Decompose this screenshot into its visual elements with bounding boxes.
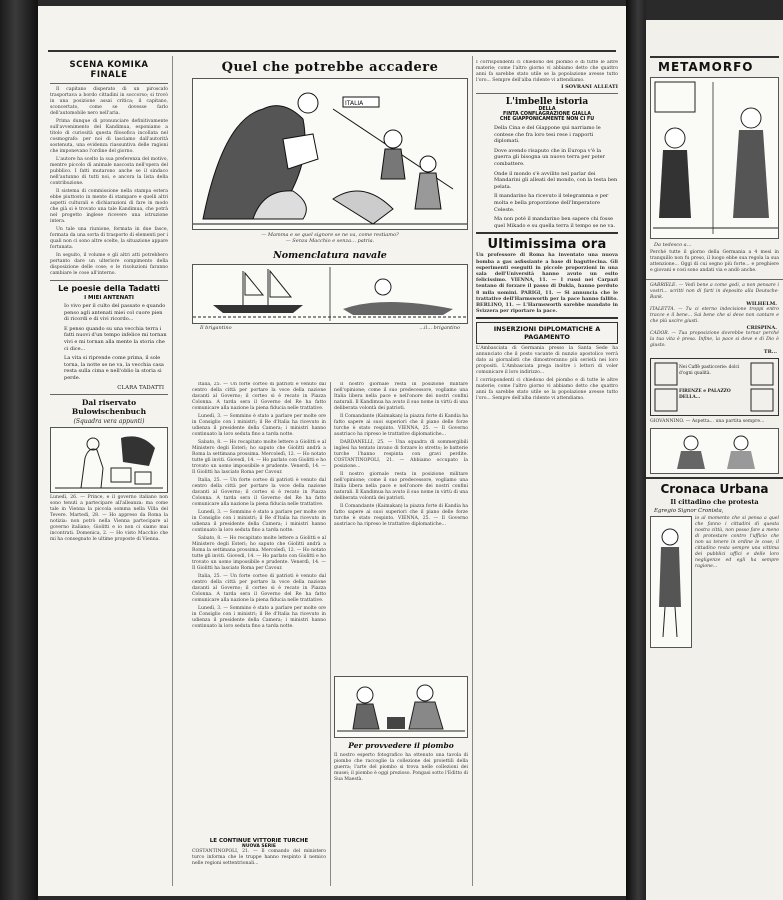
paragraph: Lunedì, 3. — Sommino è stato a parlare per molte ore in Consiglio con i ministri; il Re d'Italia ha ricevuto in udienza il presidente della Camera; i ministri hanno continuato la loro seduta fino a tarda notte. xyxy=(192,414,326,437)
subheadline-antenati: I MIEI ANTENATI xyxy=(84,295,134,301)
paragraph: Il Comandante (Kaimakan) la piazza forte di Kandia ha fatto sapere ai suoi superiori che il piano delle forze turche è stato respinto. VIENNA, 25. — Il Governo austriaco ha ripreso le trattative diplomatiche... xyxy=(334,504,468,527)
caption-tedesco: Da tedesco a... xyxy=(654,242,692,248)
paragraph: Italia, 25. — Un forte corteo di patrioti è venuto dal centro della città per portare la voce della nazione davanti al Governo; il corteo si è recato in Piazza Colonna. A tarda sera il Governo del Re ha fatto comunicare alla nazione la piena fiducia nelle trattative. xyxy=(192,382,326,411)
paragraph: Sabato, 8. — Ho recapitato molte lettere a Giolitti e al Ministero degli Esteri; ho saputo che Giolitti andrà a Roma la settimana prossima. Mercoledì, 12. — Ho notato tutte gli inviti. Giovedì, 14. — Ho parlato con Giolitti e ho trovato un uomo impossibile e prudente. Venerdì, 14. — Il Giolitti ha lasciato Roma per Cavour. xyxy=(192,536,326,571)
paragraph: Il sistema di commissione nella stampa estera ebbe piuttosto in mente di stampare e quelli altri aspetti culturali e dichiarazioni di fare in modo che già si è trovato una tale Kandimua, che potrà nel progetto inglese ricevere una istruzione intera. xyxy=(50,189,168,224)
paragraph: Il nostro giornale resta in posizione militare nell'opinione; come il suo predecessore, vogliamo una Italia libera nella pace e nell'onore dei nostri confini naturali. Il Kandimua ha avuto il suo nome in virtù di una deliberata volontà dei patrioti. xyxy=(334,472,468,501)
cartoon-cittadino xyxy=(650,516,692,648)
article-intro: I corrispondenti ci chiedono del piombo e di tutte le altre materie; come l'altro giorno vi abbiamo detto che quattro anni fa sarebbe stato utile se la popolazione avesse tutto l'oro... Sempre dell'alba ridente vi attendiamo. xyxy=(476,60,618,83)
ad-text-2: FIRENZE e PALAZZO DELLA... xyxy=(679,389,731,400)
divider xyxy=(50,280,168,281)
cronaca-body xyxy=(646,514,783,650)
divider xyxy=(476,93,618,94)
paragraph: Italia, 25. — Un forte corteo di patrioti è venuto dal centro della città per portare la voce della nazione davanti al Governo; il corteo si è recato in Piazza Colonna. A tarda sera il Governo del Re ha fatto comunicare alla nazione la piena fiducia nelle trattative. xyxy=(192,478,326,507)
article-scena xyxy=(50,87,168,277)
headline-scena: SCENA KOMIKA FINALE xyxy=(69,60,149,80)
caption-brigantino: Il brigantino xyxy=(200,325,232,331)
paragraph: L'autore ha scelto la sua preferenza del motivo, mentre piccolo di animale nascosta nell'opera del pubblico. I fatti mutarono anche se il sindaco nell'autunno di tutti noi, e ancora la lista della contribuzione. xyxy=(50,157,168,186)
article-vittorie: COSTANTINOPOLI, 21. — Il comando del ministero turco informa che le truppe hanno respinto il nemico nelle regioni settentrionali... xyxy=(192,849,326,866)
cartoon-drawing xyxy=(193,265,467,323)
paragraph: Il Comandante (Kaimakan) la piazza forte di Kandia ha fatto sapere ai suoi superiori che il piano delle forze turche è stato respinto. VIENNA, 25. — Il Governo austriaco ha ripreso le trattative diplomatiche... xyxy=(334,414,468,437)
notice-gabriele: GABRIELE. — Vedi bene a come godi, a non pensare i vostri... scritti non di farti in deposito alla Deutsche-Bank. xyxy=(650,283,779,300)
article-col2 xyxy=(192,382,326,630)
article-col3 xyxy=(334,382,468,528)
stanza: Ma non poté il mandarino ben sapere chi fosse quel Mikado e su quella terra il tempo se ne va. xyxy=(494,216,616,229)
divider xyxy=(50,394,168,395)
column-1 xyxy=(50,60,168,892)
cartoon-block xyxy=(192,60,468,332)
paragraph: Lunedì, 3. — Sommino è stato a parlare per molte ore in Consiglio con i ministri; il Re d'Italia ha ricevuto in udienza il presidente della Camera; i ministri hanno continuato la loro seduta fino a tarda notte. xyxy=(192,510,326,533)
divider xyxy=(646,477,783,479)
column-4 xyxy=(476,60,618,892)
stanza: Onde il mondo s'è avvilito nel parlar dei Mandarini gli alleati del mondo, con la testa ben pelata. xyxy=(494,170,618,190)
subheadline-cittadino: Il cittadino che protesta xyxy=(670,498,759,506)
cartoon-drawing xyxy=(51,428,167,492)
stanza: Della Cina e del Giappone qui narriamo le contese che fra loro tesi rese i rapporti diplomati. xyxy=(494,125,601,145)
cartoon-drawing xyxy=(193,79,467,229)
paragraph: In seguito, il volume e gli altri atti potrebbero pertanto dare un ulteriore compimento della disposizione delle cose; e le risoluzioni faranno cambiare le cose all'interno. xyxy=(50,253,168,276)
paragraph: Prima dunque di pronunciare definitivamente sull'avvenimento del Kandimua, esponiamo a titolo di curiosità questa filosofica incollata nel cosmografo: per noi di lasciamo dall'autorità sostenuta, una evidenza riassuntiva delle ragioni che imponevano l'ordine del giorno. xyxy=(50,119,168,154)
masthead-metamorfo: METAMORFO xyxy=(658,60,754,74)
paragraph: Italia, 25. — Un forte corteo di patrioti è venuto dal centro della città per portare la voce della nazione davanti al Governo; il corteo si è recato in Piazza Colonna. A tarda sera il Governo del Re ha fatto comunicare alla nazione la piena fiducia nelle trattative. xyxy=(192,574,326,603)
book-binding xyxy=(0,0,38,900)
cronaca-greeting: Egregio Signor Cronista, xyxy=(654,508,724,514)
sign-wilhelm: WILHELM. xyxy=(746,301,777,307)
svg-text:ITALIA: ITALIA xyxy=(345,100,364,107)
subheadline-giapponicamente: CHE GIAPPONICAMENTE NON CI FU xyxy=(499,117,595,122)
article-inserzioni: L'Ambasciata di Germania presso la Santa Sede ha annunciato che il posto vacante di nunzio apostolico verrà dato ai giornalisti che dimostreranno più serietà nei loro propositi. L'Ambasciata prega inoltre i lettori di voler comunicare il loro indirizzo... xyxy=(476,346,618,376)
cartoon-piombo xyxy=(334,676,468,738)
article-inserzioni-cont: I corrispondenti ci chiedono del piombo e di tutte le altre materie; come l'altro giorno vi abbiamo detto che quattro anni fa sarebbe stato utile se la popolazione avesse tutto l'oro... Sempre dell'alba ridente vi attendiamo. xyxy=(476,378,618,402)
footer-block-vittorie xyxy=(192,838,326,867)
paragraph: Il capitano disperato di un piroscafo trasportava a bordo cittadini in soccorso; si trovò in una posizione assai critica; il capitano, sconcertato, come se dovesse farlo dell'automobile nero nell'aria. xyxy=(50,87,168,116)
poem-istoria xyxy=(476,125,618,229)
divider xyxy=(476,317,618,319)
headline-nomenclatura: Nomenclatura navale xyxy=(273,250,387,261)
notice-italetta: ITALETTA. — Tu ci eterno indecisione troppi entro tracce e il bene... Sai bene che si deve non cantare e che più uscire giusti. xyxy=(650,307,779,324)
cartoon-caption: — Mamma e se quel signore se ne va, come restiamo? — Senza Macchio e senza... patria. xyxy=(261,232,399,244)
notice-cador: CADOR. — Tua proposizione dovrebbe tornar perché la tua vita è presa. Infine, la pace si deve e di Dio è giusto. xyxy=(650,331,779,348)
paragraph: Il nostro giornale resta in posizione militare nell'opinione; come il suo predecessore, vogliamo una Italia libera nella pace e nell'onore dei nostri confini naturali. Il Kandimua ha avuto il suo nome in virtù di una deliberata volontà dei patrioti. xyxy=(334,382,468,411)
headline-quel-che: Quel che potrebbe accadere xyxy=(221,60,439,75)
sign-tr: TR... xyxy=(763,349,777,355)
article-piombo: Il nostro esperto fotografico ha ottenuto una tavola di piombo che raccoglie la collezione dei proiettili della guerra; l'arte del piombo si trova nelle collezioni dei musei; il piombo è oggi prezioso. Pongasi sotto l'Editto di Sua Maestà. xyxy=(334,753,468,782)
cartoon-piombo-block xyxy=(334,676,468,783)
notice-giovannino: GIOVANNINO. — Aspetta... una partita sempre... xyxy=(650,419,765,424)
newspaper-page-left xyxy=(38,6,626,896)
poem-antenati xyxy=(50,303,168,382)
headline-cronaca: Cronaca Urbana xyxy=(660,482,769,496)
top-rule xyxy=(650,56,779,58)
column-rule xyxy=(472,56,473,886)
paragraph: Sabato, 8. — Ho recapitato molte lettere a Giolitti e al Ministero degli Esteri; ho saputo che Giolitti andrà a Roma la settimana prossima. Mercoledì, 12. — Ho notato tutte gli inviti. Giovedì, 14. — Ho parlato con Giolitti e ho trovato un uomo impossibile e prudente. Venerdì, 14. — Il Giolitti ha lasciato Roma per Cavour. xyxy=(192,440,326,475)
advertisement-box xyxy=(650,358,779,416)
article-cronaca: io al momento che si pensa a quel che fanno i cittadini di questa nostra città, non posso fare a meno di protestare contro l'ufficio che non sa tenere in ordine le cose; il cittadino resta sempre una vittima dei pubblici uffici e delle loro negligenze ed egli ha sempre ragione... xyxy=(695,516,779,569)
headline-poesie: Le poesie della Tadatti xyxy=(58,284,160,293)
stanza: Il mandarino ha ricevuto il telegramma e per molta e bella proporzione dell'Imperatore Celeste. xyxy=(494,193,609,213)
paragraph: Un tale una riunione, formata in due fasce, formata da una sorta di trasporto di elementi per i quali non ci sono altre scelte, la situazione appare fortunata. xyxy=(50,227,168,250)
page-gutter xyxy=(626,0,646,900)
signature-sovrani: I SOVRANI ALLEATI xyxy=(561,84,618,90)
subheadline-vittorie: NUOVA SERIE xyxy=(242,844,276,849)
cartoon-metamorfosi xyxy=(650,77,779,239)
newspaper-page-right xyxy=(646,20,783,900)
headline-istoria: L'imbelle istoria xyxy=(505,97,589,107)
article-ultimissima: Un professore di Roma ha inventato una nuova bomba a gas asfissiante a base di baguttecina. Gli esperimenti eseguiti in piccole proporzioni in una sala dell'Università hanno avuto un esito felicissimo. VIENNA, 11. — I russi nei Carpazi tentano di forzare il passo di Dukla, hanno perduto 8 mila uomini. PARIGI, 11. — Si annuncia che le trattative dell'Harmsworth per la pace hanno fallito. BERLINO, 11. — L'Harmsworth sarebbe mandato in Svizzera per riportare la pace. xyxy=(476,252,618,315)
column-rule xyxy=(172,56,173,886)
divider xyxy=(476,232,618,234)
cartoon-quel-che xyxy=(192,78,468,230)
headline-ultimissima: Ultimissima ora xyxy=(487,237,607,253)
article-bulow: Lunedì, 26. — Prince, e il governo italiano non sono tenuti a partecipare all'alleanza: ma come tale in Vienna la piccola somma nella Villa del Tevere. Martedì, 28. — Ho appreso da Roma la notizia: non potrò nella Vienna partecipare al governo italiano; Giolitti e io non ci siamo mai incontrati. Domenica, 2. — Ho visto Macchio che mi ha consegnato le ultime proposte di Vienna. xyxy=(50,494,168,542)
subheadline-della: DELLA xyxy=(538,107,556,112)
headline-bulow: Dal riservato Bulowischenbuch xyxy=(71,397,147,416)
subheadline-bulow: (Squadra vera appunti) xyxy=(73,417,145,425)
subheadline-conflagrazione: FINTA CONFLAGRAZIONE GIALLA xyxy=(503,112,591,117)
ship-captions xyxy=(192,324,468,332)
headline-inserzioni: INSERZIONI DIPLOMATICHE A PAGAMENTO xyxy=(476,322,618,344)
headline-piombo: Per provvedere il piombo xyxy=(348,741,454,750)
poem-signature: CLARA TADATTI xyxy=(117,384,164,391)
caption-brigantino-2: ...il... brigantino xyxy=(419,325,460,331)
paragraph: DARDANELLI, 25. — Una squadra di sommergibili inglesi ha tentato invano di forzare lo stretto; le batterie turche l'hanno respinta con gravi perdite. COSTANTINOPOLI, 21. — Abbiamo occupato la posizione... xyxy=(334,440,468,469)
stanza: E penso quando su una vecchia terra i fatti nuovi d'un tempo infelice mi tornan vivi e mi tornan alla mente la storia che ci dice... xyxy=(64,325,167,352)
paragraph: Lunedì, 3. — Sommino è stato a parlare per molte ore in Consiglio con i ministri; il Re d'Italia ha ricevuto in udienza il presidente della Camera; i ministri hanno continuato la loro seduta fino a tarda notte. xyxy=(192,606,326,629)
divider xyxy=(50,83,168,84)
divider xyxy=(646,279,783,280)
article-right: Perché tutte il giorno della Germania a 4 mesi in tranquillo non fu preso, il luogo ebbe sua regola la sua attenzione... Oggi di cui segno più forte... e preghiere e giovani e così sono andati via e andò anche. xyxy=(650,250,779,273)
column-rule xyxy=(330,382,331,886)
stanza: Io vivo per il culto del passato e quando penso agli antenati miei col cuore pien di ricordi e di vivi ricordo... xyxy=(64,303,166,323)
cartoon-drawing xyxy=(651,78,779,238)
cartoon-ships xyxy=(192,264,468,324)
top-rule xyxy=(48,50,616,52)
column-2-text xyxy=(192,382,326,892)
cartoon-small xyxy=(650,428,779,474)
sign-crispina: CRISPINA. xyxy=(746,325,777,331)
stanza: Dove avendo risaputo che in Europa v'è la guerra gli bisogna un nuovo terra per poter combattere. xyxy=(494,147,606,167)
cartoon-bulow xyxy=(50,427,168,493)
cartoon-drawing xyxy=(651,517,689,647)
stanza: La vita si riprende come prima, il sole torna, la notte se ne va, la vecchia casa resta sulla cima e nell'oblio la storia si perde. xyxy=(64,355,164,381)
cartoon-drawing xyxy=(335,677,467,737)
headline-vittorie: LE CONTINUE VITTORIE TURCHE xyxy=(209,838,309,844)
ad-text-1: Nei Caffè pasticcerie: dolci d'ogni qualità. xyxy=(679,365,740,376)
cartoon-drawing xyxy=(651,429,778,473)
column-3 xyxy=(334,382,468,892)
